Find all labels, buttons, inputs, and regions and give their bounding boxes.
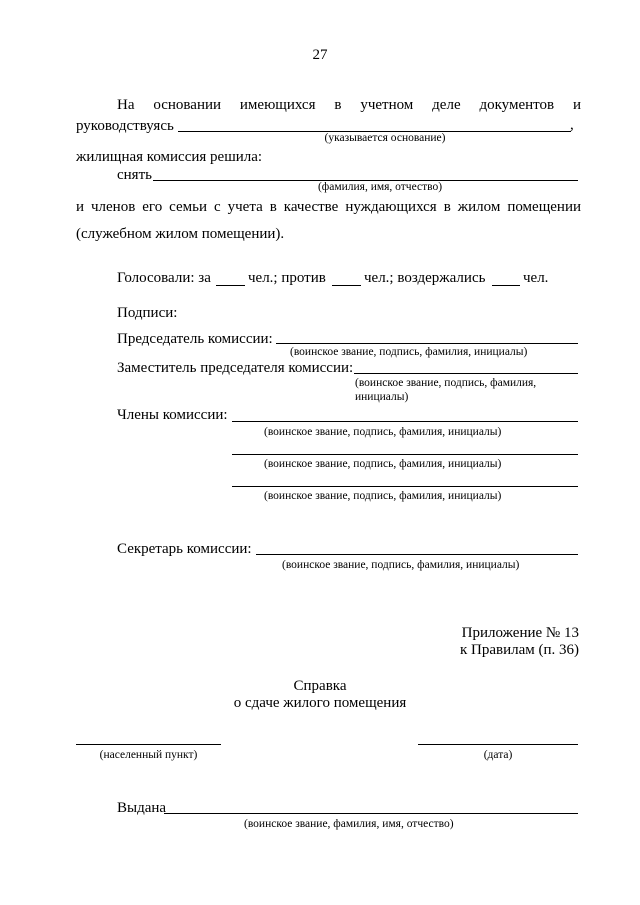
page-number: 27 (312, 47, 328, 63)
family-word: жилом (457, 199, 501, 215)
family-word: качестве (283, 199, 339, 215)
issued-label: Выдана (117, 800, 167, 816)
place-blank[interactable] (76, 744, 221, 745)
service-line: (служебном жилом помещении). (76, 226, 285, 242)
remove-label: снять (117, 167, 152, 183)
family-word: членов (91, 199, 136, 215)
family-word: семьи (169, 199, 208, 215)
intro-word: имеющихся (239, 97, 316, 113)
intro-word: деле (432, 97, 461, 113)
secretary-blank[interactable] (256, 554, 578, 555)
voted-for-label: Голосовали: за (117, 270, 211, 286)
chairman-blank[interactable] (276, 343, 578, 344)
member-hint-1: (воинское звание, подпись, фамилия, инициалы) (264, 426, 502, 438)
member-blank-1[interactable] (232, 421, 578, 422)
deputy-blank[interactable] (354, 373, 578, 374)
appendix-line-1: Приложение № 13 (461, 625, 579, 641)
family-word: учета (227, 199, 263, 215)
family-word: помещении (507, 199, 581, 215)
abstained-label: чел.; воздержались (364, 270, 486, 286)
deputy-hint-2: инициалы) (355, 391, 409, 403)
family-word: и (76, 199, 85, 215)
basis-comma: , (570, 117, 574, 133)
secretary-label: Секретарь комиссии: (117, 541, 252, 557)
member-blank-3[interactable] (232, 486, 578, 487)
basis-hint: (указывается основание) (324, 132, 446, 144)
chairman-hint: (воинское звание, подпись, фамилия, инициалы) (290, 346, 528, 358)
deputy-hint-1: (воинское звание, подпись, фамилия, (355, 377, 537, 389)
votes-for-blank[interactable] (216, 285, 245, 286)
family-line (76, 198, 581, 216)
family-word: с (214, 199, 221, 215)
family-word: нуждающихся (345, 199, 437, 215)
intro-line (117, 96, 581, 114)
secretary-hint: (воинское звание, подпись, фамилия, инициалы) (282, 559, 520, 571)
issued-blank[interactable] (164, 813, 578, 814)
family-word: его (142, 199, 163, 215)
issued-hint: (воинское звание, фамилия, имя, отчество) (244, 818, 454, 830)
deputy-label: Заместитель председателя комиссии: (117, 360, 354, 376)
appendix-line-2: к Правилам (п. 36) (459, 642, 579, 658)
family-word: в (269, 199, 277, 215)
against-label: чел.; против (248, 270, 326, 286)
certificate-subtitle: о сдаче жилого помещения (233, 695, 407, 711)
votes-against-blank[interactable] (332, 285, 361, 286)
member-hint-2: (воинское звание, подпись, фамилия, инициалы) (264, 458, 502, 470)
member-hint-3: (воинское звание, подпись, фамилия, инициалы) (264, 490, 502, 502)
name-hint: (фамилия, имя, отчество) (317, 181, 443, 193)
basis-label: руководствуясь (76, 118, 174, 134)
signatures-title: Подписи: (117, 305, 178, 321)
votes-abstained-blank[interactable] (492, 285, 520, 286)
member-blank-2[interactable] (232, 454, 578, 455)
place-hint: (населенный пункт) (99, 749, 198, 761)
intro-word: в (334, 97, 342, 113)
persons-label: чел. (523, 270, 549, 286)
intro-word: На (117, 97, 135, 113)
decided-text: жилищная комиссия решила: (76, 149, 263, 165)
intro-word: основании (153, 97, 222, 113)
chairman-label: Председатель комиссии: (117, 331, 273, 347)
intro-word: учетном (360, 97, 414, 113)
date-hint: (дата) (483, 749, 513, 761)
family-word: в (443, 199, 451, 215)
intro-word: документов (479, 97, 555, 113)
intro-word: и (572, 97, 581, 113)
date-blank[interactable] (418, 744, 578, 745)
members-label: Члены комиссии: (117, 407, 228, 423)
certificate-title: Справка (293, 678, 347, 694)
